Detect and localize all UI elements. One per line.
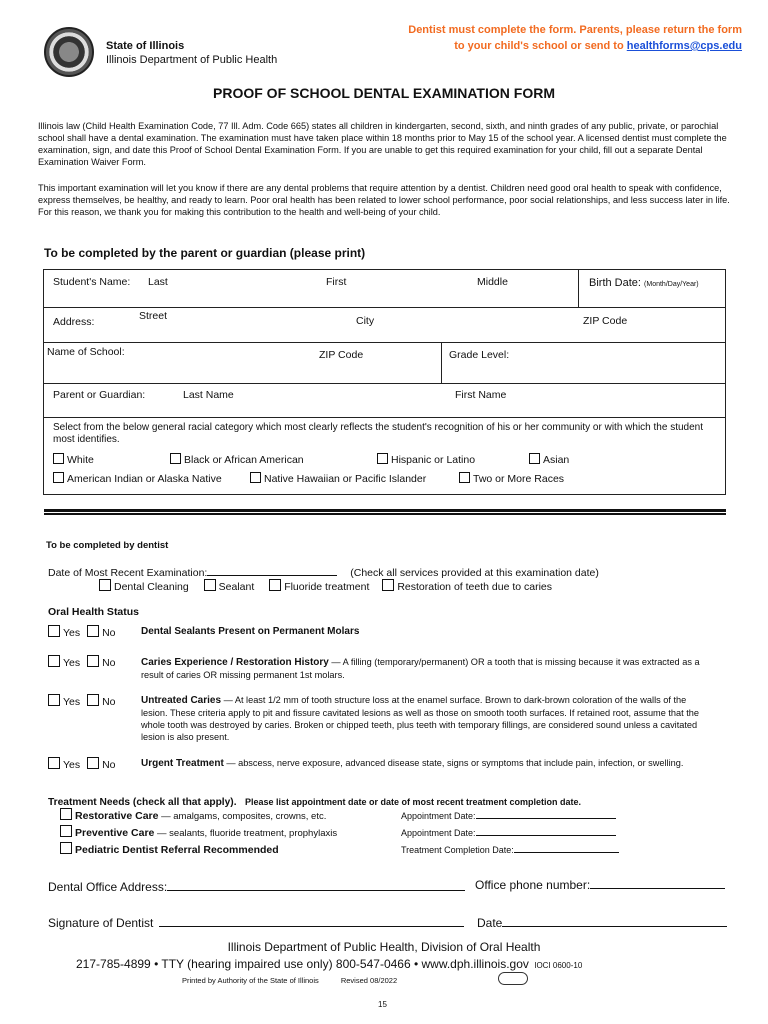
birth-date-label: Birth Date: (Month/Day/Year) <box>589 277 699 289</box>
form-title: PROOF OF SCHOOL DENTAL EXAMINATION FORM <box>213 85 555 101</box>
grade-level-label: Grade Level: <box>449 349 510 361</box>
race-option-white[interactable]: White <box>53 453 94 466</box>
birth-date-format: (Month/Day/Year) <box>644 281 699 288</box>
last-name-label: Last <box>148 276 168 288</box>
appointment-date-input[interactable] <box>476 810 616 819</box>
printed-by: Printed by Authority of the State of Illinois <box>182 976 319 985</box>
department-name: Illinois Department of Public Health <box>106 54 278 66</box>
street-label: Street <box>139 310 168 322</box>
restorative-appointment-date: Appointment Date: <box>401 810 616 821</box>
checkbox[interactable] <box>60 842 72 854</box>
race-option-hispanic[interactable]: Hispanic or Latino <box>377 453 475 466</box>
race-option-pacific-islander[interactable]: Native Hawaiian or Pacific Islander <box>250 472 426 485</box>
guardian-label: Parent or Guardian: <box>53 389 146 401</box>
notice-line-1: Dentist must complete the form. Parents, please return the form <box>408 24 742 36</box>
yes-option[interactable]: Yes <box>48 627 80 639</box>
checkbox[interactable] <box>204 579 216 591</box>
address-row <box>44 308 725 343</box>
checkbox[interactable] <box>60 825 72 837</box>
office-phone-label: Office phone number: <box>475 878 591 892</box>
first-name-label: First <box>326 276 347 288</box>
checkbox[interactable] <box>382 579 394 591</box>
exam-date-label: Date of Most Recent Examination: <box>48 567 208 579</box>
city-label: City <box>356 315 375 327</box>
completion-date-input[interactable] <box>514 844 619 853</box>
guardian-first-label: First Name <box>455 389 507 401</box>
footer-contact: 217-785-4899 • TTY (hearing impaired use only) 800-547-0466 • www.dph.illinois.gov <box>76 957 529 971</box>
office-address-row <box>48 878 465 894</box>
treatment-referral[interactable]: Pediatric Dentist Referral Recommended <box>60 842 279 856</box>
intro-paragraph-2: This important examination will let you know if there are any dental problems that require attention by a dentist. Children need good oral health to speak with confidence, express themselves, be healthy, and ready to learn. Poor oral health has been related to lower school performance, poor social relationships, and less success later in life. For this reason, we thank you for making this contribution to the health and well-being of your child. <box>38 183 730 217</box>
middle-name-label: Middle <box>477 276 508 288</box>
footer-print-row <box>182 976 397 985</box>
checkbox[interactable] <box>269 579 281 591</box>
treatment-needs-title: Treatment Needs (check all that apply). <box>48 797 237 808</box>
treatment-restorative[interactable]: Restorative Care — amalgams, composites, crowns, etc. <box>60 808 326 822</box>
page-number: 15 <box>378 1000 387 1009</box>
guardian-last-label: Last Name <box>183 389 234 401</box>
parent-section-title: To be completed by the parent or guardian (please print) <box>44 246 366 260</box>
checkbox[interactable] <box>53 453 64 464</box>
no-option[interactable]: No <box>87 696 115 708</box>
notice-line-2: to your child's school or send to <box>454 40 627 52</box>
race-option-asian[interactable]: Asian <box>529 453 569 466</box>
service-cleaning[interactable]: Dental Cleaning <box>99 581 189 593</box>
zip-label: ZIP Code <box>583 315 628 327</box>
footer-contact-row <box>76 957 582 971</box>
race-option-two-or-more[interactable]: Two or More Races <box>459 472 564 485</box>
services-row <box>99 579 552 593</box>
no-option[interactable]: No <box>87 657 115 669</box>
dentist-section-title: To be completed by dentist <box>46 540 169 551</box>
school-zip-label: ZIP Code <box>319 349 364 361</box>
revised-date: Revised 08/2022 <box>340 976 398 985</box>
office-address-label: Dental Office Address: <box>48 880 168 894</box>
office-phone-input[interactable] <box>590 876 725 889</box>
exam-date-note: (Check all services provided at this examination date) <box>350 567 599 579</box>
email-link[interactable]: healthforms@cps.edu <box>626 40 742 52</box>
race-option-american-indian[interactable]: American Indian or Alaska Native <box>53 472 222 485</box>
address-label: Address: <box>53 316 95 328</box>
service-sealant[interactable]: Sealant <box>204 581 255 593</box>
sealants-item: Dental Sealants Present on Permanent Molars <box>141 626 360 637</box>
urgent-treatment-item: Urgent Treatment — abscess, nerve exposure, advanced disease state, signs or symptoms that include pain, infection, or swelling. <box>141 758 684 769</box>
sealants-yes-no <box>48 625 116 639</box>
issuer-block <box>106 39 277 67</box>
office-phone-row <box>475 876 725 892</box>
date-label: Date <box>477 916 503 930</box>
illinois-state-seal <box>44 27 94 77</box>
parent-info-table <box>43 269 726 495</box>
checkbox[interactable] <box>377 453 388 464</box>
treatment-completion-date: Treatment Completion Date: <box>401 844 619 855</box>
school-name-label: Name of School: <box>47 346 125 358</box>
signature-input[interactable] <box>159 914 464 927</box>
yes-option[interactable]: Yes <box>48 696 80 708</box>
date-row <box>477 914 727 930</box>
yes-option[interactable]: Yes <box>48 657 80 669</box>
untreated-caries-item: Untreated Caries — At least 1/2 mm of tooth structure loss at the enamel surface. Brown to dark-brown coloration of the walls of the lesion. These criteria apply to pit and fissure cavitated lesions as well as those on smooth tooth surfaces. If retained root, assume that the whole tooth was destroyed by caries. Broken or chipped teeth, plus teeth with temporary fillings, are considered sound unless a cavitated lesion is also present. <box>141 695 700 742</box>
oral-health-status-title: Oral Health Status <box>48 606 140 618</box>
guardian-row <box>44 384 725 418</box>
no-option[interactable]: No <box>87 627 115 639</box>
checkbox[interactable] <box>250 472 261 483</box>
service-fluoride[interactable]: Fluoride treatment <box>269 581 369 593</box>
intro-paragraph-1: Illinois law (Child Health Examination Code, 77 Ill. Adm. Code 665) states all children in kindergarten, second, sixth, and ninth grades of any public, private, or parochial school shall have a dental examination. The examination must have taken place within 18 months prior to May 15 of the school year. A licensed dentist must complete the examination, sign, and date this Proof of School Dental Examination Form. If you are unable to get this required examination for your child, fill out a separate Dental Examination Waiver Form. <box>38 121 727 167</box>
preventive-appointment-date: Appointment Date: <box>401 827 616 838</box>
state-name: State of Illinois <box>106 40 185 52</box>
caries-history-item: Caries Experience / Restoration History — A filling (temporary/permanent) OR a tooth that is missing because it was extracted as a result of caries OR missing permanent 1st molars. <box>141 657 700 680</box>
checkbox[interactable] <box>529 453 540 464</box>
form-code: IOCI 0600-10 <box>534 961 583 970</box>
race-prompt: Select from the below general racial category which most clearly reflects the student's recognition of his or her community or with which the student most identifies. <box>53 422 703 445</box>
section-divider <box>44 509 726 515</box>
checkbox[interactable] <box>60 808 72 820</box>
office-address-input[interactable] <box>167 878 465 891</box>
treatment-preventive[interactable]: Preventive Care — sealants, fluoride treatment, prophylaxis <box>60 825 337 839</box>
signature-label: Signature of Dentist <box>48 916 154 930</box>
student-name-label: Student's Name: <box>53 276 131 288</box>
student-name-row <box>44 270 725 308</box>
exam-date-input[interactable] <box>207 565 337 576</box>
school-row <box>44 343 725 384</box>
appointment-date-input[interactable] <box>476 827 616 836</box>
checkbox[interactable] <box>99 579 111 591</box>
signature-row <box>48 914 464 930</box>
yes-option[interactable]: Yes <box>48 759 80 771</box>
service-restoration[interactable]: Restoration of teeth due to caries <box>382 581 552 593</box>
checkbox[interactable] <box>170 453 181 464</box>
return-notice <box>362 22 742 54</box>
untreated-caries-yes-no <box>48 694 116 708</box>
checkbox[interactable] <box>459 472 470 483</box>
treatment-needs-note: Please list appointment date or date of most recent treatment completion date. <box>244 797 582 807</box>
footer-division: Illinois Department of Public Health, Division of Oral Health <box>227 940 541 954</box>
race-option-black[interactable]: Black or African American <box>170 453 304 466</box>
exam-date-row <box>48 565 599 579</box>
urgent-treatment-yes-no <box>48 757 116 771</box>
date-input[interactable] <box>502 914 727 927</box>
caries-history-yes-no <box>48 655 116 669</box>
checkbox[interactable] <box>53 472 64 483</box>
recycle-logo <box>498 972 528 985</box>
no-option[interactable]: No <box>87 759 115 771</box>
